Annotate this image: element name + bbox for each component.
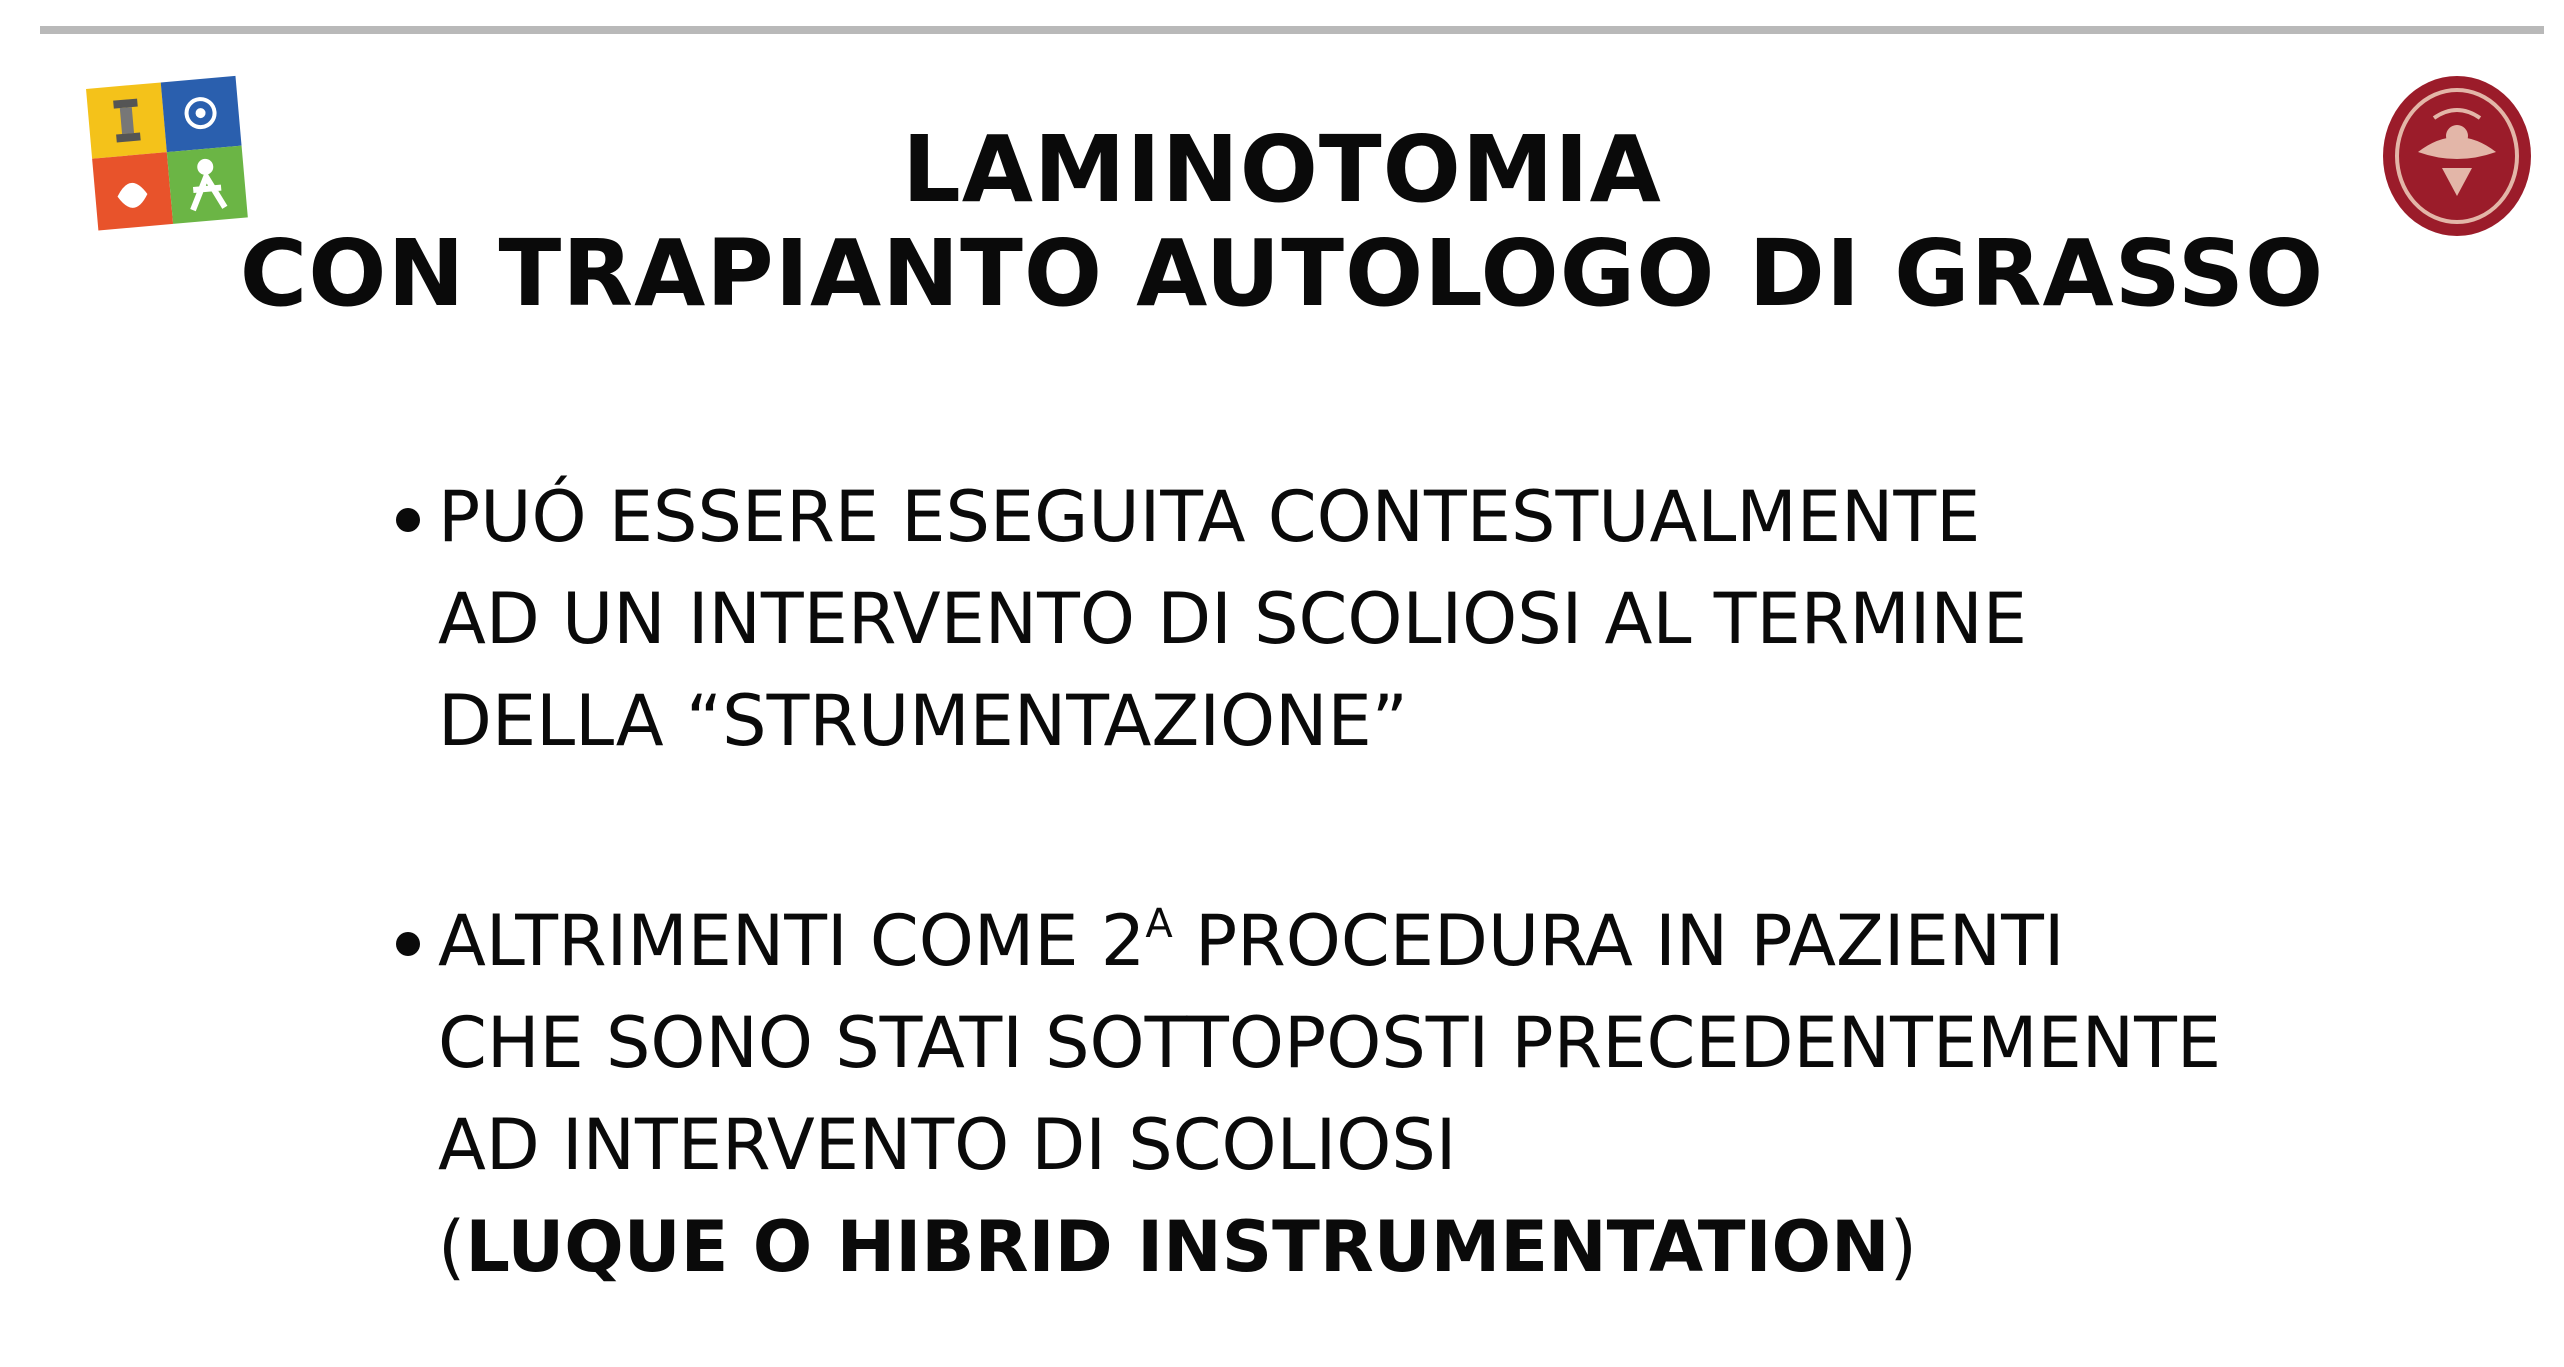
close-paren: ) [1889,1206,1917,1288]
bullet-item-1 [388,466,2528,772]
instrumentation-bold-text: LUQUE O HIBRID INSTRUMENTATION [465,1206,1890,1288]
bullet-dot [396,932,420,956]
ordinal-superscript: A [1145,901,1173,947]
bullet-1-line-1: PUÓ ESSERE ESEGUITA CONTESTUALMENTE [438,476,1981,558]
bullet-2-line-1-end: PROCEDURA IN PAZIENTI [1172,900,2065,982]
bullet-2-line-4 [438,1196,2528,1298]
open-paren: ( [438,1206,466,1288]
slide-title [0,118,2564,326]
title-line-1: LAMINOTOMIA [902,116,1662,223]
bullet-2-line-1 [438,890,2528,992]
bullet-2-line-3: AD INTERVENTO DI SCOLIOSI [438,1104,1457,1186]
bullet-dot [396,508,420,532]
title-line-2: CON TRAPIANTO AUTOLOGO DI GRASSO [239,220,2325,327]
bullet-1-line-2: AD UN INTERVENTO DI SCOLIOSI AL TERMINE [438,578,2027,660]
bullet-item-2 [388,890,2528,1298]
bullet-2-line-1-start: ALTRIMENTI COME 2 [438,900,1146,982]
top-divider [40,26,2544,34]
bullet-list [388,466,2528,1298]
bullet-1-line-3: DELLA “STRUMENTAZIONE” [438,680,1408,762]
bullet-2-line-2: CHE SONO STATI SOTTOPOSTI PRECEDENTEMENTE [438,1002,2222,1084]
